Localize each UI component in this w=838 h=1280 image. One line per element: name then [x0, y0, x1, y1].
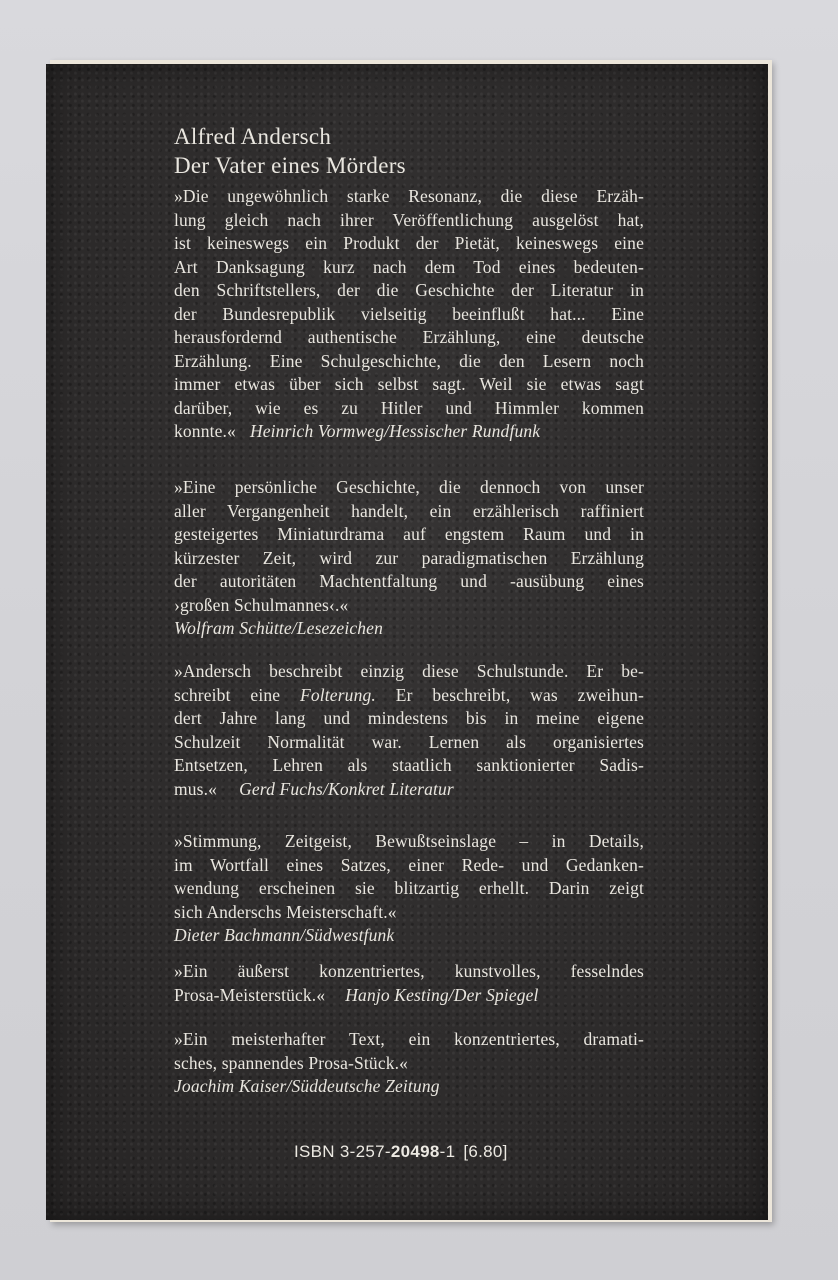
book-title: Der Vater eines Mörders — [174, 153, 406, 178]
quote-line: Entsetzen, Lehren als staatlich sanktionierter Sadis- — [174, 755, 644, 775]
quote-line: dert Jahre lang und mindestens bis in meine eigene — [174, 708, 644, 728]
quote-line-end: ›großen Schulmannes‹.« — [174, 594, 349, 615]
quote-line-end: sich Anderschs Meisterschaft.« — [174, 901, 397, 922]
quote-emphasis: Folterung. — [300, 684, 376, 705]
review-quote-kaiser — [174, 1028, 644, 1099]
quote-line-end: sches, spannendes Prosa-Stück.« — [174, 1052, 409, 1073]
review-quote-fuchs — [174, 660, 644, 801]
review-quote-schuette — [174, 476, 644, 641]
quote-text: schreibt eine — [174, 684, 301, 705]
book-back-cover — [46, 64, 768, 1220]
quote-line: gesteigertes Miniaturdrama auf engstem Raum und in — [174, 524, 644, 544]
quote-line: der autoritäten Machtentfaltung und -ausübung eines — [174, 571, 644, 591]
quote-line: Art Danksagung kurz nach dem Tod eines bedeuten- — [174, 256, 644, 277]
quote-source: Hanjo Kesting/Der Spiegel — [345, 984, 539, 1005]
quote-line: ist keineswegs ein Produkt der Pietät, keineswegs eine — [174, 233, 644, 253]
quote-line: Schulzeit Normalität war. Lernen als organisiertes — [174, 731, 644, 752]
author-name: Alfred Andersch — [174, 124, 332, 149]
review-quote-bachmann — [174, 830, 644, 948]
quote-line: »Die ungewöhnlich starke Resonanz, die diese Erzäh- — [174, 186, 644, 206]
review-quote-vormweg — [174, 185, 644, 444]
price-label: [6.80] — [463, 1142, 508, 1161]
quote-line: wendung erscheinen sie blitzartig erhellt. Darin zeigt — [174, 878, 644, 898]
quote-line: den Schriftstellers, der die Geschichte der Literatur in — [174, 280, 644, 300]
quote-source: Dieter Bachmann/Südwestfunk — [174, 925, 395, 945]
quote-line: lung gleich nach ihrer Veröffentlichung ausgelöst hat, — [174, 209, 644, 230]
quote-last-line — [174, 984, 644, 1008]
isbn-number-bold: 20498 — [390, 1142, 440, 1161]
quote-last-line — [174, 420, 644, 444]
quote-source: Gerd Fuchs/Konkret Literatur — [239, 778, 454, 799]
quote-line: immer etwas über sich selbst sagt. Weil sie etwas sagt — [174, 374, 644, 394]
quote-line-end: konnte.« — [174, 421, 236, 441]
quote-line-emphasis — [174, 684, 644, 708]
quote-line: darüber, wie es zu Hitler und Himmler kommen — [174, 397, 644, 418]
review-quote-kesting — [174, 960, 644, 1007]
quote-line: »Andersch beschreibt einzig diese Schulstunde. Er be- — [174, 661, 644, 681]
quote-line: kürzester Zeit, wird zur paradigmatischen Erzählung — [174, 547, 644, 568]
quote-line: Erzählung. Eine Schulgeschichte, die den Lesern noch — [174, 350, 644, 371]
quote-line-end: mus.« — [174, 778, 218, 799]
quote-line: herausfordernd authentische Erzählung, eine deutsche — [174, 327, 644, 347]
quote-source: Wolfram Schütte/Lesezeichen — [174, 618, 383, 638]
isbn-label — [294, 1142, 508, 1162]
quote-line: im Wortfall eines Satzes, einer Rede- und Gedanken- — [174, 854, 644, 875]
quote-line: »Ein äußerst konzentriertes, kunstvolles, fesselndes — [174, 961, 644, 981]
quote-line: aller Vergangenheit handelt, ein erzählerisch raffiniert — [174, 500, 644, 521]
quote-text: Er beschreibt, was zweihun- — [375, 684, 644, 705]
quote-line: der Bundesrepublik vielseitig beeinflußt hat... Eine — [174, 303, 644, 324]
isbn-suffix: -1 — [439, 1142, 456, 1161]
quote-line: »Ein meisterhafter Text, ein konzentriertes, dramati- — [174, 1029, 644, 1049]
quote-line: »Stimmung, Zeitgeist, Bewußtseinslage – in Details, — [174, 831, 644, 851]
quote-source: Heinrich Vormweg/Hessischer Rundfunk — [249, 421, 541, 441]
quote-source: Joachim Kaiser/Süddeutsche Zeitung — [174, 1076, 440, 1096]
quote-line: »Eine persönliche Geschichte, die dennoch von unser — [174, 477, 644, 497]
isbn-prefix: ISBN 3-257- — [294, 1142, 391, 1161]
quote-line-end: Prosa-Meisterstück.« — [174, 984, 326, 1005]
quote-last-line — [174, 778, 644, 802]
